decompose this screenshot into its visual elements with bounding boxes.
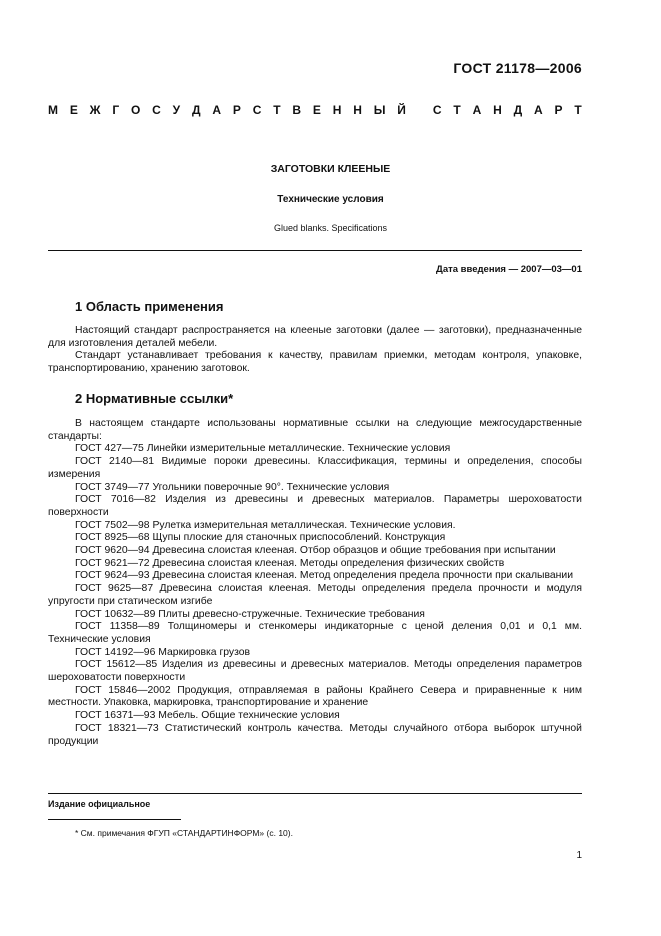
standard-type-letter: А	[212, 103, 222, 117]
section-2-heading: 2 Нормативные ссылки*	[75, 391, 234, 406]
standard-type-letter: Е	[312, 103, 321, 117]
reference-item: ГОСТ 2140—81 Видимые пороки древесины. Классификация, термины и определения, способы измерения	[48, 456, 582, 480]
standard-type-letter: А	[472, 103, 482, 117]
standard-type-letter: М	[48, 103, 58, 117]
reference-item: ГОСТ 15846—2002 Продукция, отправляемая в районы Крайнего Севера и приравненные к ним местности. Упаковка, маркировка, транспортирование и хранение	[48, 684, 582, 709]
page-number: 1	[576, 850, 582, 861]
reference-item: ГОСТ 11358—89 Толщиномеры и стенкомеры индикаторные с ценой деления 0,01 и 0,1 мм. Технические условия	[48, 621, 582, 645]
standard-type-letter: С	[252, 103, 262, 117]
reference-item: ГОСТ 18321—73 Статистический контроль качества. Методы случайного отбора выборок штучной продукции	[48, 722, 582, 747]
standard-type-letter: Т	[453, 103, 461, 117]
standard-type-letter: С	[432, 103, 442, 117]
standard-type-letter: Ы	[373, 103, 386, 117]
reference-item: ГОСТ 9624—93 Древесина слоистая клееная. Метод определения предела прочности при скалывании	[75, 570, 574, 582]
introduction-date: Дата введения — 2007—03—01	[436, 264, 582, 275]
document-title-english: Glued blanks. Specifications	[273, 223, 388, 233]
reference-item: ГОСТ 7502—98 Рулетка измерительная металлическая. Технические условия.	[75, 519, 456, 531]
standard-type-letter: У	[172, 103, 181, 117]
reference-item: ГОСТ 10632—89 Плиты древесно-стружечные. Технические требования	[75, 608, 425, 620]
reference-item: ГОСТ 14192—96 Маркировка грузов	[75, 646, 251, 658]
section-2-body	[48, 418, 582, 748]
standard-type-letter: Й	[397, 103, 406, 117]
official-edition-label: Издание официальное	[48, 799, 151, 809]
standard-type-letter: О	[131, 103, 141, 117]
header-divider	[48, 250, 582, 251]
standard-type-letter: А	[533, 103, 543, 117]
standard-type-letter: Т	[574, 103, 582, 117]
reference-item: ГОСТ 9620—94 Древесина слоистая клееная. Отбор образцов и общие требования при испытании	[75, 545, 556, 557]
standard-type-letter: С	[152, 103, 161, 117]
section-2-intro: В настоящем стандарте использованы нормативные ссылки на следующие межгосударственные стандарты:	[48, 418, 582, 442]
reference-item: ГОСТ 8925—68 Щупы плоские для станочных приспособлений. Конструкция	[75, 532, 446, 544]
standard-type-letter: Д	[513, 103, 523, 117]
standard-type-letter: В	[292, 103, 302, 117]
document-subtitle: Технические условия	[277, 194, 384, 205]
standard-type-letter: Ж	[89, 103, 101, 117]
normative-references-list	[48, 443, 582, 748]
reference-item: ГОСТ 427—75 Линейки измерительные металлические. Технические условия	[75, 443, 451, 455]
section-1-heading: 1 Область применения	[75, 299, 224, 314]
reference-item: ГОСТ 9625—87 Древесина слоистая клееная. Методы определения предела прочности и модуля упругости при статическом изгибе	[48, 583, 582, 607]
reference-item: ГОСТ 16371—93 Мебель. Общие технические условия	[75, 710, 340, 722]
standard-type-letter: Т	[273, 103, 281, 117]
standard-type-letter: Р	[554, 103, 563, 117]
footnote: * См. примечания ФГУП «СТАНДАРТИНФОРМ» (с. 10).	[75, 828, 293, 838]
standard-type-letter: Н	[353, 103, 362, 117]
standard-type-letter: Н	[493, 103, 502, 117]
section-1-paragraph: Стандарт устанавливает требования к качеству, правилам приемки, методам контроля, упаковке, транспортированию, хранению заготовок.	[48, 350, 582, 375]
section-1-body	[48, 325, 582, 376]
document-title: ЗАГОТОВКИ КЛЕЕНЫЕ	[270, 163, 391, 175]
reference-item: ГОСТ 9621—72 Древесина слоистая клееная. Методы определения физических свойств	[75, 557, 505, 569]
footer-divider	[48, 793, 582, 794]
reference-item: ГОСТ 3749—77 Угольники поверочные 90°. Технические условия	[75, 481, 390, 493]
standard-type-letter: Н	[332, 103, 342, 117]
document-number: ГОСТ 21178—2006	[453, 60, 582, 76]
reference-item: ГОСТ 15612—85 Изделия из древесины и древесных материалов. Методы определения параметров шероховатости поверхности	[48, 659, 582, 684]
standard-type-letter: Д	[191, 103, 201, 117]
standard-type-letter	[418, 103, 421, 117]
standard-type-letter: Г	[112, 103, 120, 117]
footnote-divider	[48, 819, 181, 820]
standard-type-letter: Е	[69, 103, 78, 117]
standard-type-letter: Р	[232, 103, 241, 117]
standard-type-heading	[48, 103, 582, 117]
section-1-paragraph: Настоящий стандарт распространяется на клееные заготовки (далее — заготовки), предназначенные для изготовления деталей мебели.	[48, 325, 582, 349]
reference-item: ГОСТ 7016—82 Изделия из древесины и древесных материалов. Параметры шероховатости поверхности	[48, 494, 582, 518]
